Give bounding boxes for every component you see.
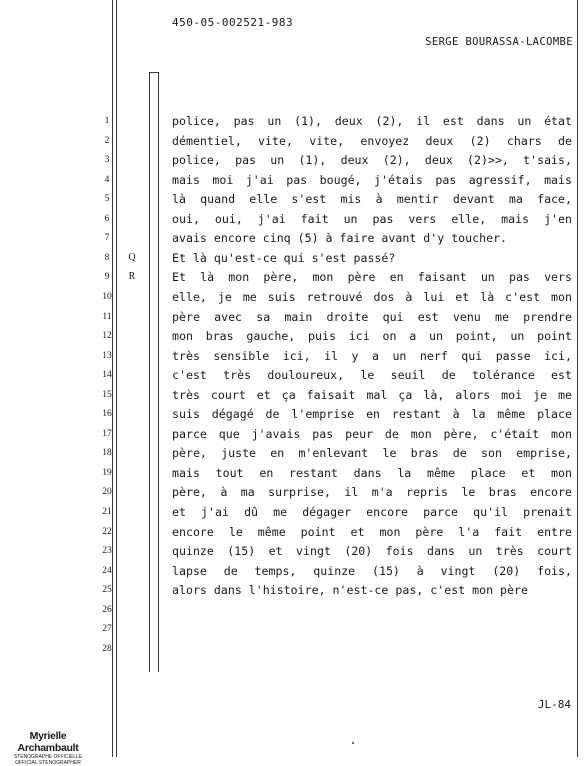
transcript-line: police, pas un (1), deux (2), il est dans un état	[172, 114, 572, 128]
transcript-line: Et là qu'est-ce qui s'est passé?	[172, 251, 396, 265]
line-number: 15	[102, 390, 112, 400]
right-edge-rule	[577, 0, 578, 757]
question-marker: Q	[128, 252, 136, 263]
line-number: 9	[104, 272, 110, 282]
witness-name: SERGE BOURASSA-LACOMBE	[425, 36, 573, 48]
transcript-line: encore le même point et mon père l'a fait entre	[172, 525, 572, 539]
line-number: 28	[102, 644, 112, 654]
line-number: 7	[104, 233, 110, 243]
transcript-line: police, pas un (1), deux (2), deux (2)>>, t'sais,	[172, 153, 572, 167]
transcript-line: très sensible ici, il y a un nerf qui passe ici,	[172, 349, 572, 363]
transcript-line: alors dans l'histoire, n'est-ce pas, c'est mon père	[172, 583, 528, 597]
line-number: 14	[102, 370, 112, 380]
transcript-line: mon bras gauche, puis ici on a un point, un point	[172, 329, 572, 343]
line-number: 24	[102, 566, 112, 576]
line-number: 26	[102, 605, 112, 615]
stenographer-stamp	[3, 730, 93, 766]
answer-marker: R	[128, 271, 136, 282]
qr-column-rule	[149, 72, 150, 672]
transcript-line: lapse de temps, quinze (15) à vingt (20) fois,	[172, 564, 572, 578]
transcript-line: père, à ma surprise, il m'a repris le bras encore	[172, 485, 572, 499]
page-identifier: JL-84	[537, 698, 571, 711]
line-number: 17	[102, 429, 112, 439]
line-number: 18	[102, 448, 112, 458]
transcript-line: c'est très douloureux, le seuil de tolérance est	[172, 368, 572, 382]
case-number: 450-05-002521-983	[172, 16, 294, 29]
transcript-line: mais moi j'ai pas bougé, j'étais pas agressif, mais	[172, 173, 572, 187]
line-number: 27	[102, 624, 112, 634]
line-number: 4	[104, 175, 110, 185]
line-number: 19	[102, 468, 112, 478]
transcript-line: Et là mon père, mon père en faisant un pas vers	[172, 270, 572, 284]
line-number: 12	[102, 331, 112, 341]
line-number: 6	[104, 214, 110, 224]
stenographer-name: Myrielle Archambault	[17, 730, 79, 754]
line-number: 16	[102, 409, 112, 419]
transcript-line: oui, oui, j'ai fait un pas vers elle, mais j'en	[172, 212, 572, 226]
transcript-line: très court et ça faisait mal ça là, alors moi je me	[172, 388, 572, 402]
stenographer-title-en: OFFICIAL STENOGRAPHER	[15, 760, 81, 766]
line-number: 11	[102, 312, 112, 322]
line-number: 25	[102, 585, 112, 595]
transcript-line: elle, je me suis retrouvé dos à lui et là c'est mon	[172, 290, 572, 304]
transcript-line: père, juste en m'enlevant le bras de son emprise,	[172, 446, 572, 460]
transcript-line: quinze (15) et vingt (20) fois dans un très court	[172, 544, 572, 558]
line-number: 3	[104, 155, 110, 165]
transcript-line: suis dégagé de l'emprise en restant à la même place	[172, 407, 572, 421]
transcript-line: père avec sa main droite qui est venu me prendre	[172, 310, 572, 324]
transcript-line: là quand elle s'est mis à mentir devant ma face,	[172, 192, 572, 206]
line-number: 5	[104, 194, 110, 204]
line-number: 10	[102, 292, 112, 302]
line-number: 8	[104, 253, 110, 263]
line-number: 22	[102, 527, 112, 537]
transcript-line: et j'ai dû me dégager encore parce qu'il prenait	[172, 505, 572, 519]
stenographer-title-fr: STENOGRAPHE OFFICIELLE	[13, 754, 83, 760]
transcript-line: avais encore cinq (5) à faire avant d'y toucher.	[172, 231, 508, 245]
scan-speck	[352, 742, 354, 744]
line-number: 13	[102, 351, 112, 361]
line-number: 23	[102, 546, 112, 556]
text-column-rule	[158, 72, 159, 672]
transcript-line: démentiel, vite, vite, envoyez deux (2) chars de	[172, 134, 572, 148]
header-rule	[149, 72, 159, 73]
line-number: 20	[102, 487, 112, 497]
line-number: 1	[104, 116, 110, 126]
transcript-line: parce que j'avais pas peur de mon père, c'était mon	[172, 427, 572, 441]
line-number: 2	[104, 136, 110, 146]
transcript-line: mais tout en restant dans la même place et mon	[172, 466, 572, 480]
line-number: 21	[102, 507, 112, 517]
